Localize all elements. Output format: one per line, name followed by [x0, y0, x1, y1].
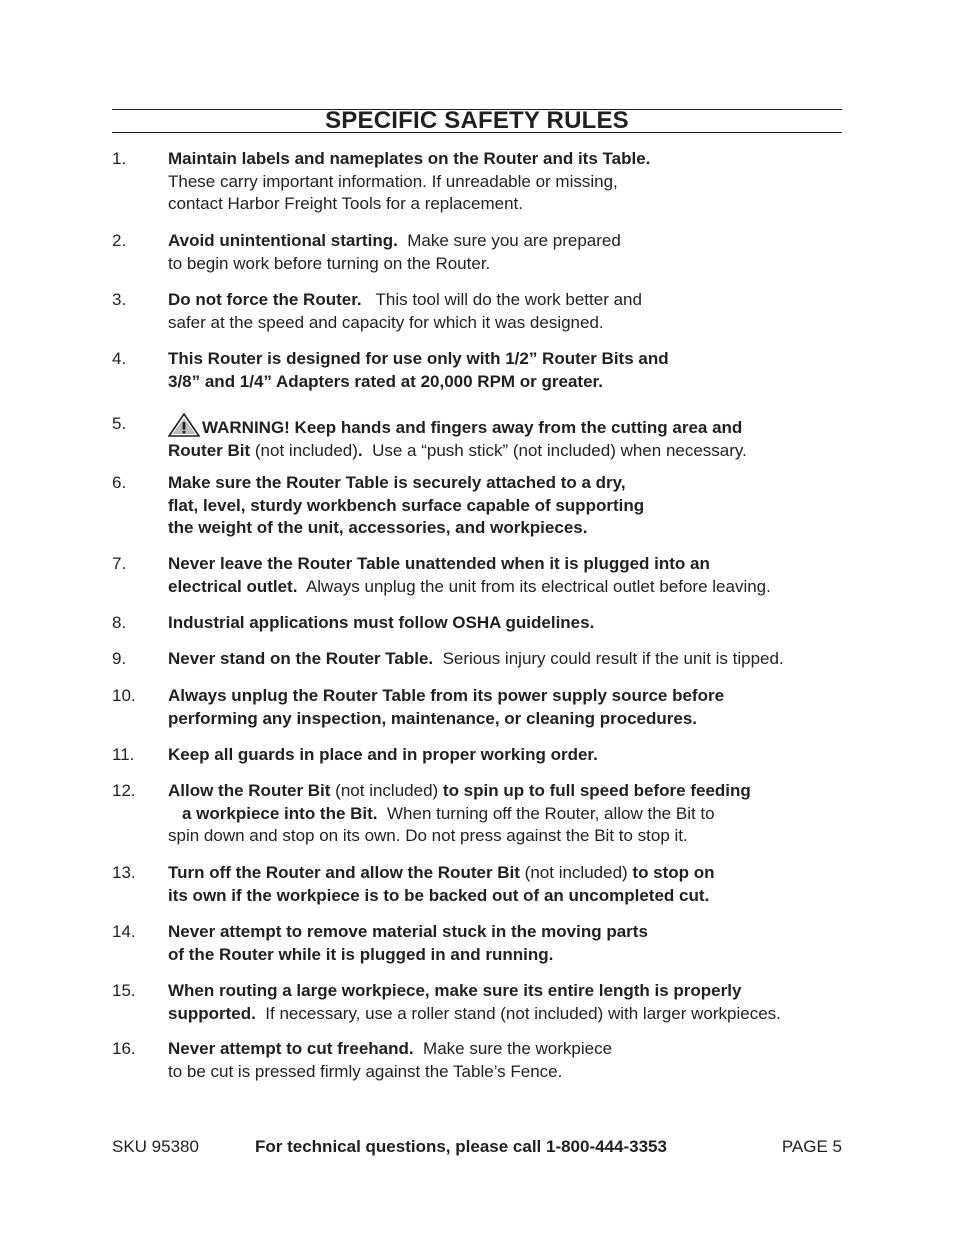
item-number: 12.	[112, 781, 136, 800]
item-text: to begin work before turning on the Router.	[168, 253, 491, 273]
item-text: Never leave the Router Table unattended when it is plugged into an	[168, 554, 710, 573]
item-number: 1.	[112, 149, 127, 168]
item-number: 9.	[112, 649, 127, 668]
item-number: 8.	[112, 613, 127, 632]
item-text: of the Router while it is plugged in and running.	[168, 944, 554, 964]
item-text-bold: supported.	[168, 1003, 256, 1023]
item-text: WARNING! Keep hands and fingers away from the cutting area and	[202, 418, 743, 437]
item-text-bold: to spin up to full speed before feeding	[442, 781, 751, 800]
item-text-bold: Turn off the Router and allow the Router Bit	[168, 863, 520, 882]
item-text: Make sure the workpiece	[413, 1039, 613, 1058]
footer-page-number: PAGE 5	[781, 1137, 842, 1156]
item-text-bold: .	[357, 440, 363, 460]
item-text: Always unplug the unit from its electrical outlet before leaving.	[297, 576, 771, 596]
item-number: 7.	[112, 554, 127, 573]
item-text: When routing a large workpiece, make sure its entire length is properly	[168, 981, 742, 1000]
item-number: 4.	[112, 349, 127, 368]
item-text: Make sure the Router Table is securely attached to a dry,	[168, 473, 626, 492]
item-text-bold: Do not force the Router.	[168, 290, 362, 309]
item-text: This Router is designed for use only with 1/2” Router Bits and	[168, 349, 669, 368]
page-title: SPECIFIC SAFETY RULES	[325, 107, 629, 134]
item-number: 2.	[112, 231, 127, 250]
item-text: Maintain labels and nameplates on the Router and its Table.	[168, 149, 651, 168]
item-text: (not included)	[250, 440, 358, 460]
item-text: (not included)	[330, 781, 443, 800]
warning-triangle-icon	[168, 413, 200, 437]
item-text-bold: Never stand on the Router Table.	[168, 649, 434, 668]
item-number: 11.	[112, 745, 135, 764]
item-text: the weight of the unit, accessories, and workpieces.	[168, 518, 588, 537]
item-text: contact Harbor Freight Tools for a replacement.	[168, 194, 523, 213]
footer-sku: SKU 95380	[112, 1137, 199, 1156]
item-text: Serious injury could result if the unit is tipped.	[433, 649, 784, 668]
item-text: Keep all guards in place and in proper working order.	[168, 745, 598, 764]
item-number: 5.	[112, 414, 127, 433]
item-text-bold: a workpiece into the Bit.	[182, 803, 378, 823]
item-text: Industrial applications must follow OSHA guidelines.	[168, 613, 595, 632]
item-text: its own if the workpiece is to be backed out of an uncompleted cut.	[168, 885, 710, 905]
item-number: 3.	[112, 290, 127, 309]
item-number: 15.	[112, 981, 136, 1000]
item-text-bold: Avoid unintentional starting.	[168, 231, 398, 250]
item-text-bold: to stop on	[632, 863, 715, 882]
item-number: 13.	[112, 863, 136, 882]
item-text: Use a “push stick” (not included) when necessary.	[362, 440, 747, 460]
item-text: to be cut is pressed firmly against the Table’s Fence.	[168, 1061, 563, 1081]
item-number: 14.	[112, 922, 136, 941]
item-text-bold: Router Bit	[168, 440, 251, 460]
item-number: 10.	[112, 686, 136, 705]
title-bottom-rule	[112, 132, 842, 133]
item-text: Never attempt to remove material stuck in the moving parts	[168, 922, 648, 941]
item-text: If necessary, use a roller stand (not included) with larger workpieces.	[255, 1003, 781, 1023]
item-text: This tool will do the work better and	[361, 290, 642, 309]
item-text-bold: Allow the Router Bit	[168, 781, 331, 800]
item-text: performing any inspection, maintenance, or cleaning procedures.	[168, 708, 698, 728]
item-text: These carry important information. If unreadable or missing,	[168, 171, 618, 191]
item-text-bold: electrical outlet.	[168, 576, 298, 596]
item-text: (not included)	[519, 863, 633, 882]
item-text: 3/8” and 1/4” Adapters rated at 20,000 RPM or greater.	[168, 371, 603, 391]
item-text: When turning off the Router, allow the Bit to	[377, 803, 715, 823]
item-text-bold: Never attempt to cut freehand.	[168, 1039, 414, 1058]
item-text: Make sure you are prepared	[397, 231, 621, 250]
footer-phone: For technical questions, please call 1-800-444-3353	[255, 1137, 667, 1156]
item-number: 6.	[112, 473, 127, 492]
item-text: Always unplug the Router Table from its power supply source before	[168, 686, 725, 705]
item-text: safer at the speed and capacity for which it was designed.	[168, 312, 604, 332]
item-text: spin down and stop on its own. Do not press against the Bit to stop it.	[168, 826, 688, 845]
item-number: 16.	[112, 1039, 136, 1058]
item-text: flat, level, sturdy workbench surface capable of supporting	[168, 495, 645, 515]
